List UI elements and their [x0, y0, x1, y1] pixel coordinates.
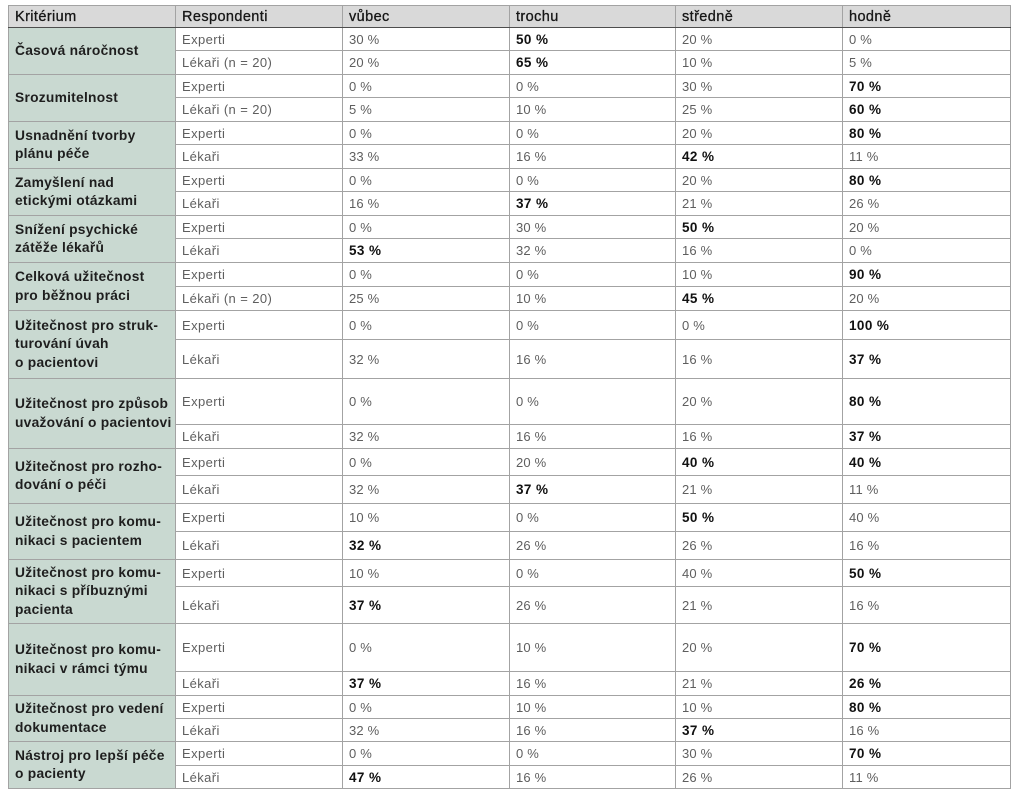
respondent-cell: Lékaři [176, 239, 343, 263]
value-cell-hodne: 70 % [843, 742, 1011, 766]
value-cell-vubec: 10 % [343, 504, 510, 532]
criterion-label-line: uvažování o pacientovi [15, 414, 172, 430]
value-cell-vubec: 32 % [343, 425, 510, 449]
value-cell-hodne: 37 % [843, 425, 1011, 449]
respondent-cell: Experti [176, 504, 343, 532]
value-cell-vubec: 5 % [343, 98, 510, 122]
value-cell-hodne: 20 % [843, 287, 1011, 311]
value-cell-trochu: 32 % [510, 239, 676, 263]
respondent-cell: Lékaři [176, 719, 343, 742]
criterion-cell [9, 28, 176, 75]
respondent-cell: Experti [176, 216, 343, 239]
value-cell-trochu: 0 % [510, 122, 676, 145]
criterion-label-line: nikaci v rámci týmu [15, 660, 148, 676]
value-cell-hodne: 70 % [843, 624, 1011, 672]
criterion-cell [9, 696, 176, 742]
value-cell-stredne: 10 % [676, 696, 843, 719]
value-cell-hodne: 100 % [843, 311, 1011, 340]
value-cell-stredne: 0 % [676, 311, 843, 340]
respondent-cell: Lékaři (n = 20) [176, 287, 343, 311]
respondent-cell: Lékaři [176, 587, 343, 624]
respondent-cell: Experti [176, 624, 343, 672]
value-cell-trochu: 10 % [510, 624, 676, 672]
criterion-label-line: nikaci s příbuznými [15, 583, 148, 599]
table-row [9, 624, 1011, 672]
value-cell-stredne: 37 % [676, 719, 843, 742]
value-cell-vubec: 32 % [343, 476, 510, 504]
value-cell-trochu: 0 % [510, 263, 676, 287]
value-cell-trochu: 37 % [510, 192, 676, 216]
respondent-cell: Experti [176, 263, 343, 287]
criterion-label-line: Časová náročnost [15, 42, 139, 58]
value-cell-vubec: 0 % [343, 263, 510, 287]
table-body [9, 28, 1011, 789]
value-cell-vubec: 33 % [343, 145, 510, 169]
value-cell-trochu: 16 % [510, 672, 676, 696]
respondent-cell: Lékaři (n = 20) [176, 51, 343, 75]
value-cell-trochu: 16 % [510, 766, 676, 789]
criterion-label-line: Užitečnost pro vedení [15, 701, 164, 716]
criterion-cell [9, 169, 176, 216]
table-row [9, 216, 1011, 239]
value-cell-trochu: 10 % [510, 696, 676, 719]
table-header [9, 6, 1011, 28]
criterion-cell [9, 379, 176, 449]
value-cell-vubec: 0 % [343, 75, 510, 98]
respondent-cell: Lékaři [176, 476, 343, 504]
table-row [9, 696, 1011, 719]
table-row [9, 742, 1011, 766]
respondent-cell: Lékaři (n = 20) [176, 98, 343, 122]
value-cell-trochu: 0 % [510, 742, 676, 766]
respondent-cell: Lékaři [176, 340, 343, 379]
criterion-label-line: Užitečnost pro rozho- [15, 458, 163, 474]
value-cell-vubec: 47 % [343, 766, 510, 789]
value-cell-vubec: 0 % [343, 169, 510, 192]
respondent-cell: Experti [176, 169, 343, 192]
value-cell-trochu: 0 % [510, 379, 676, 425]
respondent-cell: Lékaři [176, 766, 343, 789]
criterion-label-line: Srozumitelnost [15, 89, 119, 105]
respondent-cell: Experti [176, 379, 343, 425]
criterion-label-line: Celková užitečnost [15, 269, 145, 284]
value-cell-stredne: 42 % [676, 145, 843, 169]
value-cell-stredne: 16 % [676, 340, 843, 379]
value-cell-trochu: 0 % [510, 169, 676, 192]
header-trochu: trochu [510, 6, 676, 28]
criterion-label-line: plánu péče [15, 146, 90, 161]
respondent-cell: Experti [176, 449, 343, 476]
value-cell-trochu: 0 % [510, 75, 676, 98]
criterion-label-line: pacienta [15, 601, 73, 617]
criterion-cell [9, 122, 176, 169]
criterion-label-line: Užitečnost pro struk- [15, 317, 159, 333]
header-row [9, 6, 1011, 28]
value-cell-trochu: 65 % [510, 51, 676, 75]
value-cell-stredne: 20 % [676, 122, 843, 145]
criterion-label-line: Užitečnost pro způsob [15, 396, 169, 411]
value-cell-hodne: 90 % [843, 263, 1011, 287]
criterion-cell [9, 311, 176, 379]
respondent-cell: Lékaři [176, 672, 343, 696]
criterion-label-line: Nástroj pro lepší péče [15, 747, 165, 763]
respondent-cell: Experti [176, 560, 343, 587]
respondent-cell: Experti [176, 742, 343, 766]
value-cell-stredne: 30 % [676, 742, 843, 766]
table-row [9, 560, 1011, 587]
criterion-label-line: o pacienty [15, 766, 86, 781]
respondent-cell: Experti [176, 311, 343, 340]
value-cell-vubec: 53 % [343, 239, 510, 263]
value-cell-trochu: 30 % [510, 216, 676, 239]
value-cell-hodne: 80 % [843, 122, 1011, 145]
value-cell-vubec: 16 % [343, 192, 510, 216]
value-cell-stredne: 21 % [676, 476, 843, 504]
criterion-label-line: Užitečnost pro komu- [15, 642, 162, 657]
value-cell-stredne: 25 % [676, 98, 843, 122]
value-cell-stredne: 26 % [676, 532, 843, 560]
criterion-label-line: Usnadnění tvorby [15, 127, 136, 143]
value-cell-stredne: 10 % [676, 51, 843, 75]
value-cell-vubec: 0 % [343, 449, 510, 476]
header-criterion: Kritérium [9, 6, 176, 28]
value-cell-vubec: 37 % [343, 587, 510, 624]
value-cell-hodne: 0 % [843, 239, 1011, 263]
value-cell-stredne: 20 % [676, 28, 843, 51]
value-cell-stredne: 50 % [676, 504, 843, 532]
value-cell-stredne: 16 % [676, 239, 843, 263]
value-cell-trochu: 10 % [510, 287, 676, 311]
value-cell-vubec: 0 % [343, 742, 510, 766]
value-cell-hodne: 16 % [843, 532, 1011, 560]
value-cell-vubec: 0 % [343, 216, 510, 239]
value-cell-trochu: 0 % [510, 504, 676, 532]
value-cell-stredne: 40 % [676, 560, 843, 587]
respondent-cell: Experti [176, 28, 343, 51]
header-respondents: Respondenti [176, 6, 343, 28]
value-cell-vubec: 32 % [343, 532, 510, 560]
value-cell-hodne: 11 % [843, 766, 1011, 789]
value-cell-vubec: 0 % [343, 379, 510, 425]
criterion-cell [9, 504, 176, 560]
header-vubec: vůbec [343, 6, 510, 28]
value-cell-hodne: 5 % [843, 51, 1011, 75]
value-cell-trochu: 16 % [510, 719, 676, 742]
value-cell-stredne: 50 % [676, 216, 843, 239]
value-cell-stredne: 20 % [676, 169, 843, 192]
criterion-cell [9, 75, 176, 122]
value-cell-hodne: 20 % [843, 216, 1011, 239]
value-cell-trochu: 26 % [510, 587, 676, 624]
value-cell-stredne: 45 % [676, 287, 843, 311]
value-cell-hodne: 40 % [843, 449, 1011, 476]
value-cell-hodne: 16 % [843, 719, 1011, 742]
respondent-cell: Lékaři [176, 532, 343, 560]
header-hodne: hodně [843, 6, 1011, 28]
value-cell-stredne: 30 % [676, 75, 843, 98]
criterion-label-line: Užitečnost pro komu- [15, 564, 162, 580]
table-row [9, 379, 1011, 425]
respondent-cell: Experti [176, 696, 343, 719]
value-cell-hodne: 11 % [843, 476, 1011, 504]
criterion-label-line: Snížení psychické [15, 221, 139, 237]
table-row [9, 311, 1011, 340]
value-cell-trochu: 50 % [510, 28, 676, 51]
value-cell-hodne: 50 % [843, 560, 1011, 587]
criterion-label-line: etickými otázkami [15, 193, 138, 208]
table-row [9, 75, 1011, 98]
value-cell-trochu: 37 % [510, 476, 676, 504]
value-cell-vubec: 37 % [343, 672, 510, 696]
value-cell-hodne: 80 % [843, 169, 1011, 192]
value-cell-stredne: 20 % [676, 624, 843, 672]
criterion-label-line: turování úvah [15, 336, 109, 352]
header-stredne: středně [676, 6, 843, 28]
value-cell-vubec: 10 % [343, 560, 510, 587]
value-cell-hodne: 37 % [843, 340, 1011, 379]
criterion-label-line: zátěže lékařů [15, 240, 105, 255]
table-row [9, 28, 1011, 51]
value-cell-trochu: 20 % [510, 449, 676, 476]
value-cell-stredne: 26 % [676, 766, 843, 789]
value-cell-hodne: 80 % [843, 379, 1011, 425]
value-cell-stredne: 40 % [676, 449, 843, 476]
value-cell-vubec: 20 % [343, 51, 510, 75]
criterion-label-line: o pacientovi [15, 354, 99, 370]
value-cell-trochu: 16 % [510, 425, 676, 449]
results-table [8, 5, 1011, 789]
value-cell-vubec: 32 % [343, 340, 510, 379]
value-cell-hodne: 16 % [843, 587, 1011, 624]
value-cell-trochu: 0 % [510, 311, 676, 340]
value-cell-vubec: 25 % [343, 287, 510, 311]
criterion-label-line: dování o péči [15, 477, 107, 492]
value-cell-stredne: 20 % [676, 379, 843, 425]
value-cell-hodne: 80 % [843, 696, 1011, 719]
table-row [9, 504, 1011, 532]
value-cell-hodne: 26 % [843, 672, 1011, 696]
table-row [9, 169, 1011, 192]
respondent-cell: Lékaři [176, 192, 343, 216]
value-cell-vubec: 32 % [343, 719, 510, 742]
respondent-cell: Lékaři [176, 145, 343, 169]
criterion-label-line: dokumentace [15, 719, 107, 735]
criterion-label-line: nikaci s pacientem [15, 532, 143, 548]
value-cell-stredne: 21 % [676, 587, 843, 624]
criterion-label-line: pro běžnou práci [15, 287, 131, 303]
criterion-cell [9, 624, 176, 696]
value-cell-vubec: 0 % [343, 311, 510, 340]
criterion-cell [9, 216, 176, 263]
value-cell-stredne: 10 % [676, 263, 843, 287]
criterion-cell [9, 560, 176, 624]
table-row [9, 122, 1011, 145]
value-cell-trochu: 26 % [510, 532, 676, 560]
criterion-label-line: Zamyšlení nad [15, 174, 115, 190]
criterion-cell [9, 449, 176, 504]
respondent-cell: Experti [176, 122, 343, 145]
value-cell-vubec: 0 % [343, 624, 510, 672]
value-cell-stredne: 21 % [676, 192, 843, 216]
value-cell-hodne: 0 % [843, 28, 1011, 51]
value-cell-hodne: 70 % [843, 75, 1011, 98]
value-cell-trochu: 10 % [510, 98, 676, 122]
respondent-cell: Lékaři [176, 425, 343, 449]
table-row [9, 263, 1011, 287]
value-cell-stredne: 21 % [676, 672, 843, 696]
value-cell-trochu: 0 % [510, 560, 676, 587]
criterion-cell [9, 742, 176, 789]
value-cell-hodne: 26 % [843, 192, 1011, 216]
table-row [9, 449, 1011, 476]
value-cell-stredne: 16 % [676, 425, 843, 449]
value-cell-hodne: 11 % [843, 145, 1011, 169]
criterion-label-line: Užitečnost pro komu- [15, 514, 162, 529]
value-cell-trochu: 16 % [510, 145, 676, 169]
value-cell-vubec: 0 % [343, 122, 510, 145]
respondent-cell: Experti [176, 75, 343, 98]
criterion-cell [9, 263, 176, 311]
value-cell-trochu: 16 % [510, 340, 676, 379]
value-cell-vubec: 0 % [343, 696, 510, 719]
value-cell-hodne: 60 % [843, 98, 1011, 122]
value-cell-hodne: 40 % [843, 504, 1011, 532]
value-cell-vubec: 30 % [343, 28, 510, 51]
